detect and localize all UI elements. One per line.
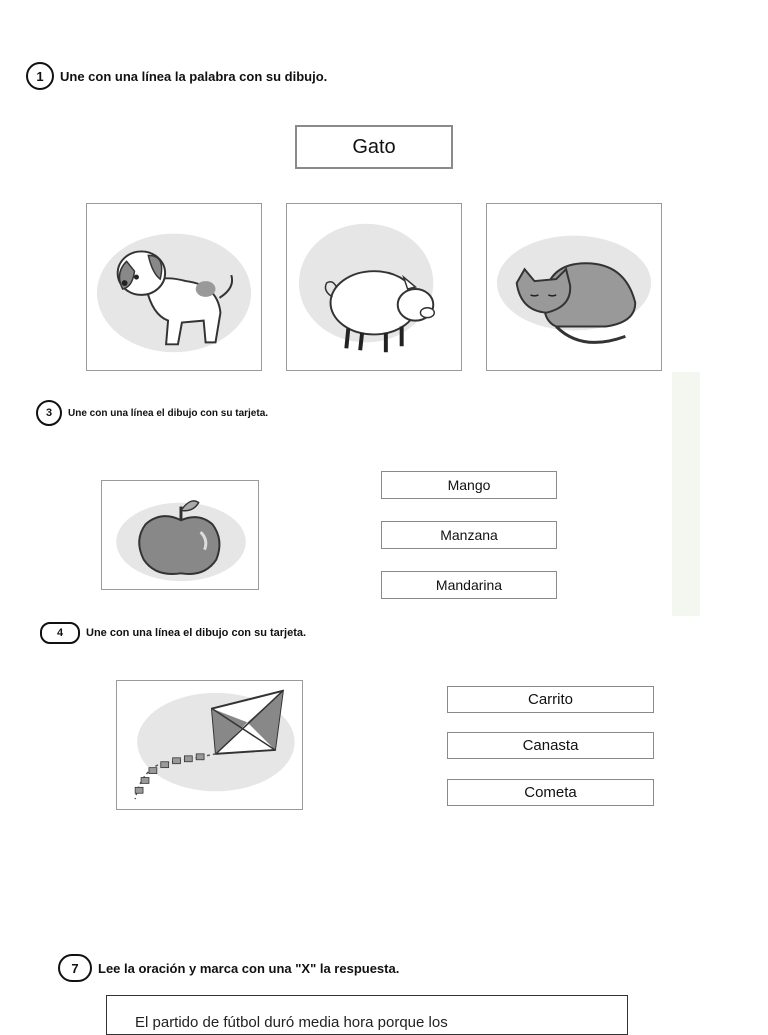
card-mandarina-label: Mandarina: [435, 577, 503, 593]
sentence-box: [106, 995, 628, 1035]
word-card-gato-label: Gato: [352, 135, 396, 158]
question-3-number: 3: [36, 400, 62, 426]
card-canasta[interactable]: [447, 732, 654, 759]
question-3-instruction: Une con una línea el dibujo con su tarjeta.: [68, 407, 269, 419]
card-mango-label: Mango: [447, 477, 491, 493]
card-carrito[interactable]: [447, 686, 654, 713]
page-margin-strip: [672, 372, 700, 616]
sentence-text: El partido de fútbol duró media hora porque los: [135, 1014, 448, 1031]
question-3-title: [36, 400, 268, 426]
card-mango[interactable]: [381, 471, 557, 499]
apple-illustration: [102, 481, 258, 589]
question-4-instruction: Une con una línea el dibujo con su tarjeta.: [86, 627, 307, 639]
card-canasta-label: Canasta: [522, 737, 579, 754]
card-manzana[interactable]: [381, 521, 557, 549]
cat-illustration: [487, 204, 661, 370]
card-mandarina[interactable]: [381, 571, 557, 599]
dog-illustration: [87, 204, 261, 370]
question-1-title: [26, 62, 327, 90]
pig-illustration: [287, 204, 461, 370]
dog-picture[interactable]: [86, 203, 262, 371]
question-1-instruction: Une con una línea la palabra con su dibujo.: [60, 68, 328, 84]
pig-picture[interactable]: [286, 203, 462, 371]
cat-picture[interactable]: [486, 203, 662, 371]
kite-picture[interactable]: [116, 680, 303, 810]
question-1-number: 1: [26, 62, 54, 90]
card-cometa[interactable]: [447, 779, 654, 806]
word-card-gato[interactable]: [295, 125, 453, 169]
question-4-number: 4: [40, 622, 80, 644]
question-7-instruction: Lee la oración y marca con una "X" la respuesta.: [98, 960, 400, 976]
card-cometa-label: Cometa: [524, 784, 577, 801]
apple-picture[interactable]: [101, 480, 259, 590]
kite-illustration: [117, 681, 302, 809]
card-carrito-label: Carrito: [527, 691, 573, 708]
card-manzana-label: Manzana: [440, 527, 498, 543]
question-4-title: [40, 622, 306, 644]
question-7-title: [58, 954, 399, 982]
question-7-number: 7: [58, 954, 92, 982]
